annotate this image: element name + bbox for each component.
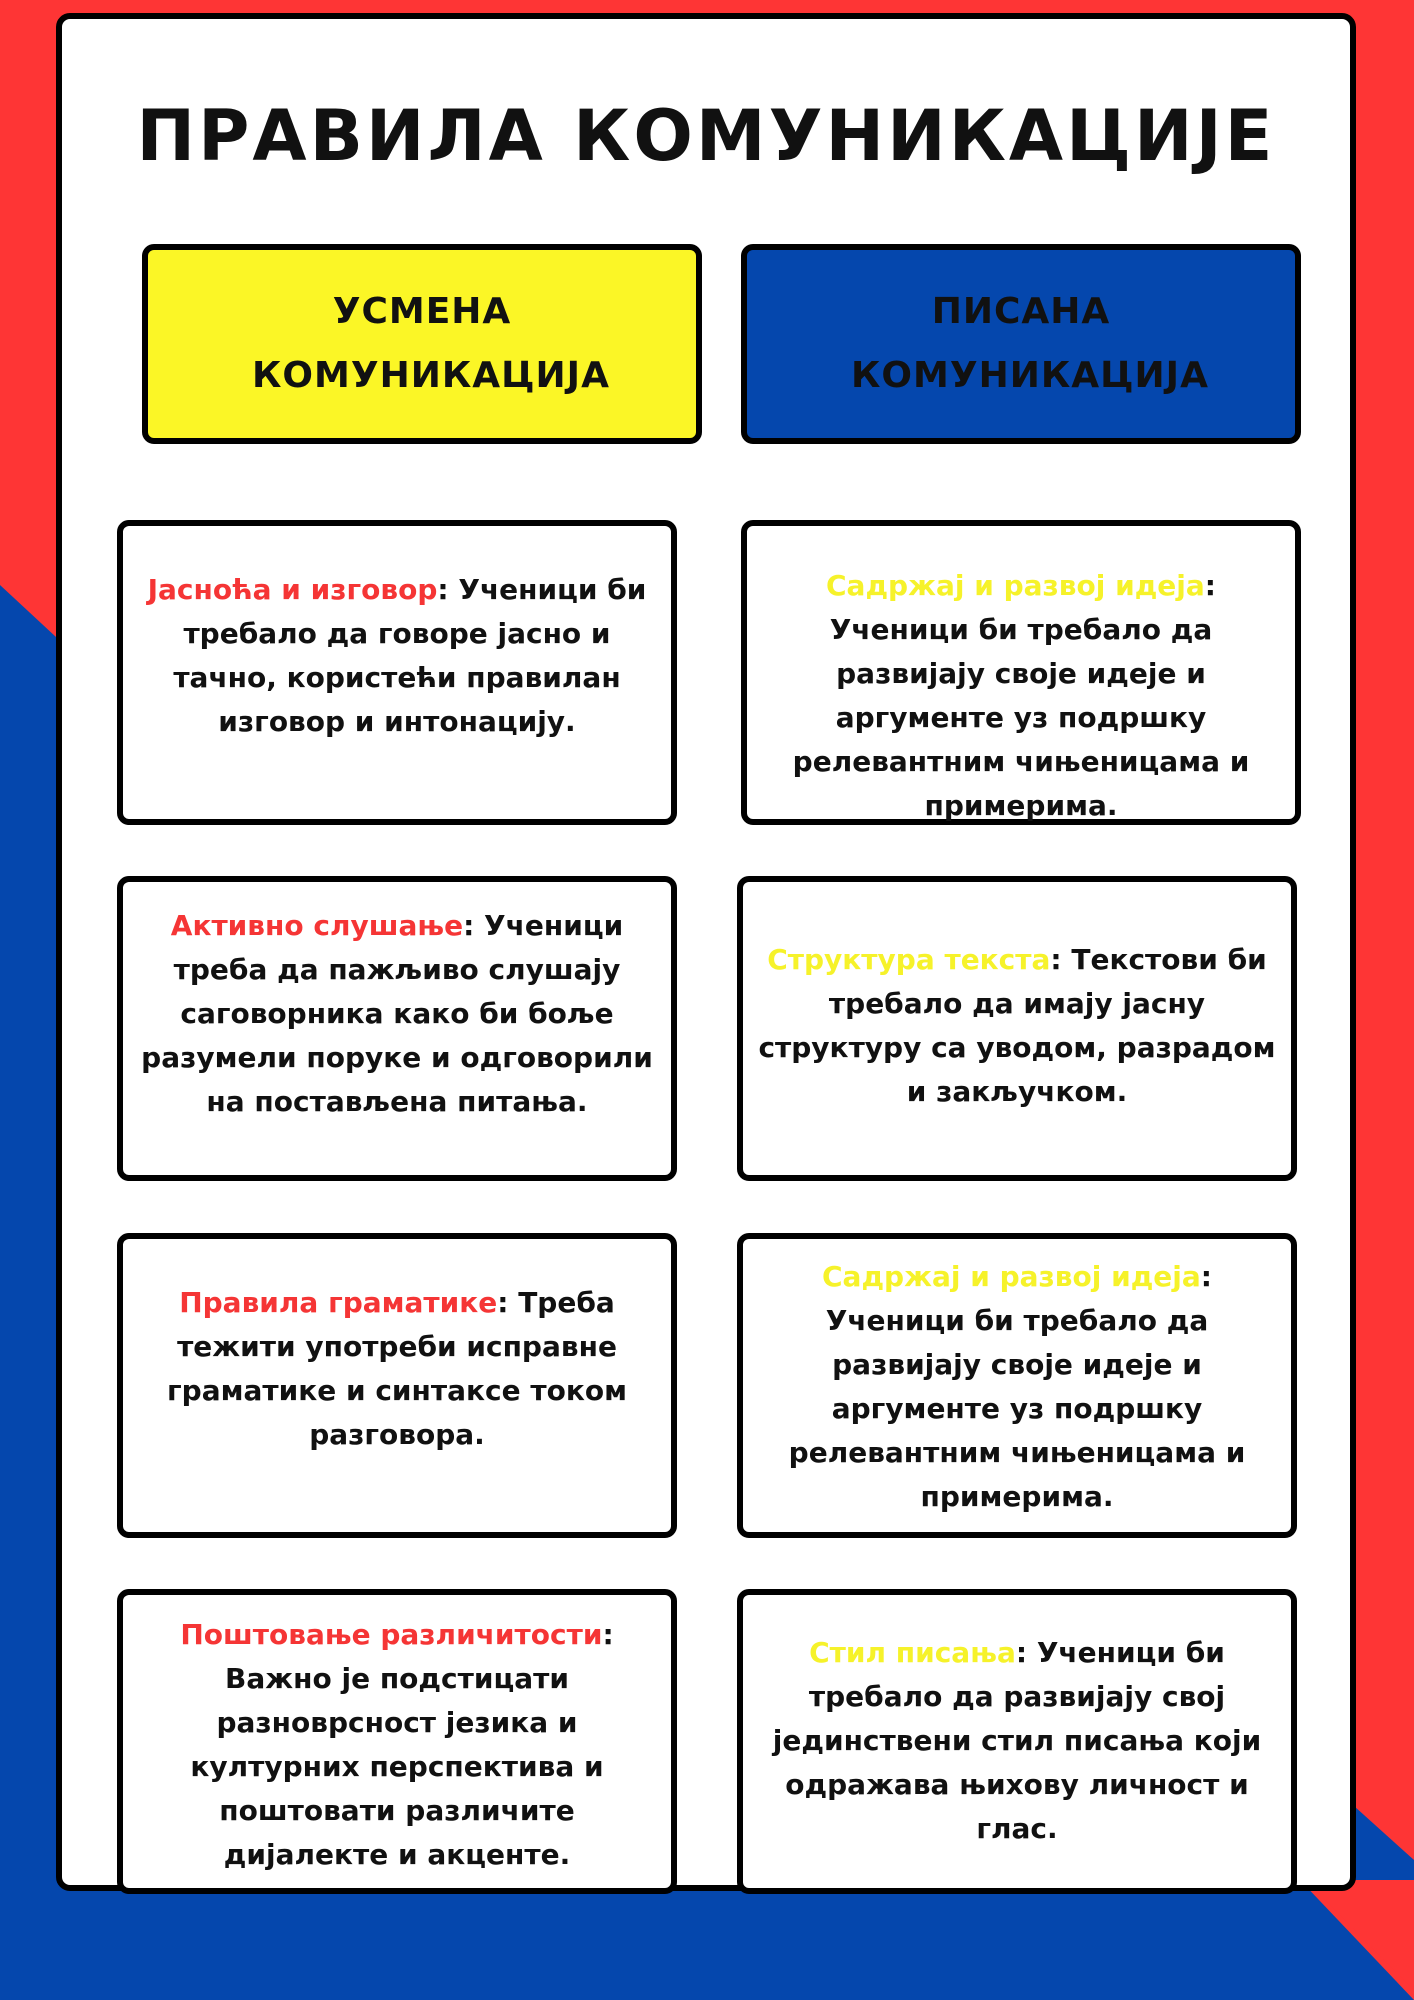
rule-text (133, 568, 661, 744)
rule-term: Садржај и развој идеја (826, 569, 1205, 602)
rule-term: Структура текста (767, 943, 1051, 976)
rule-term: Правила граматике (179, 1286, 498, 1319)
rule-text (133, 1281, 661, 1457)
written-rule-card (737, 1233, 1297, 1538)
oral-rule-card (117, 520, 677, 825)
rule-description: : Треба тежити употреби исправне граматике и синтаксе током разговора. (167, 1286, 627, 1451)
rule-description: : Текстови би требало да имају јасну структуру са уводом, разрадом и закључком. (758, 943, 1276, 1108)
oral-rule-card (117, 1233, 677, 1538)
written-rule-card (737, 876, 1297, 1181)
rule-description: : Ученици би требало да развијају свој јединствени стил писања који одражава њихову личност и глас. (772, 1636, 1262, 1845)
rule-term: Поштовање различитости (180, 1618, 603, 1651)
rule-text (753, 938, 1281, 1114)
written-header-label: ПИСАНА КОМУНИКАЦИЈА (851, 291, 1209, 396)
rule-description: : Ученици би требало да развијају своје идеје и аргументе уз подршку релевантним чињеницама и примерима. (792, 569, 1250, 822)
written-rule-card (737, 1589, 1297, 1894)
rule-text (133, 904, 661, 1124)
rule-text (133, 1613, 661, 1877)
rule-description: : Ученици треба да пажљиво слушају саговорника како би боље разумели поруке и одговорили на постављена питања. (141, 909, 653, 1118)
rule-description: : Ученици би требало да говоре јасно и тачно, користећи правилан изговор и интонацију. (173, 573, 647, 738)
rule-description: : Важно је подстицати разноврсност језика и културних перспектива и поштовати различите дијалекте и акценте. (190, 1618, 614, 1871)
oral-header-label: УСМЕНА КОМУНИКАЦИЈА (252, 291, 610, 396)
oral-rule-card (117, 1589, 677, 1894)
written-communication-header (741, 244, 1301, 444)
rule-text (753, 1631, 1281, 1851)
rule-term: Активно слушање (170, 909, 464, 942)
rule-text (753, 1255, 1281, 1519)
rule-description: : Ученици би требало да развијају своје идеје и аргументе уз подршку релевантним чињеницама и примерима. (788, 1260, 1246, 1513)
rule-term: Садржај и развој идеја (822, 1260, 1201, 1293)
oral-communication-header (142, 244, 702, 444)
oral-rule-card (117, 876, 677, 1181)
written-rule-card (741, 520, 1301, 825)
rule-term: Јасноћа и изговор (147, 573, 438, 606)
page-title: ПРАВИЛА КОМУНИКАЦИЈЕ (136, 95, 1276, 177)
rule-text (757, 564, 1285, 828)
rule-term: Стил писања (809, 1636, 1016, 1669)
